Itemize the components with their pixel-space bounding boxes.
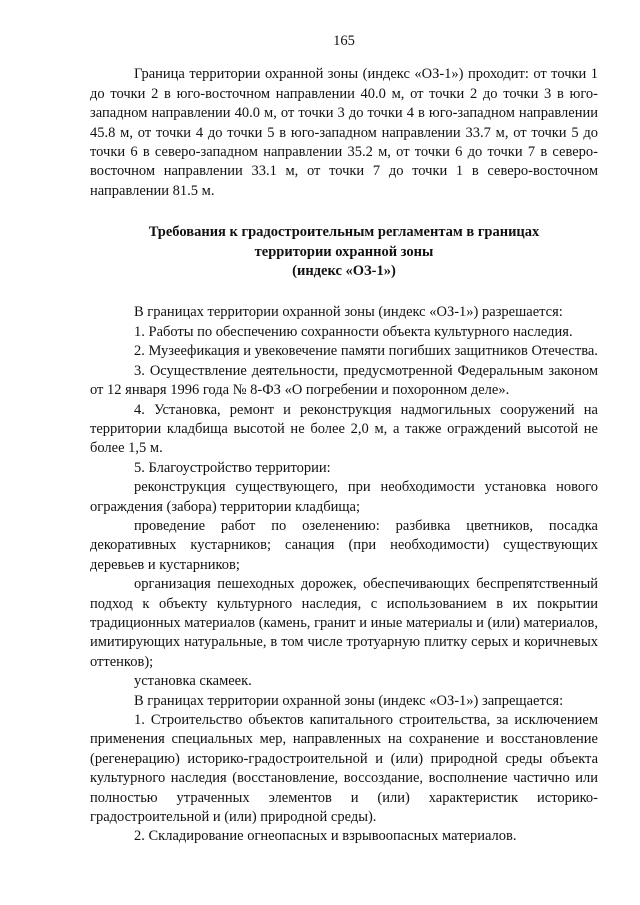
allowed-subitem-paths: организация пешеходных дорожек, обеспечивающих беспрепятственный подход к объекту культурного наследия, с использованием в их покрытии традиционных материалов (камень, гранит и иные материалы и (или) материалов, имитирующих натуральные, в том числе тротуарную плитку серых и коричневых оттенков); [90, 576, 598, 670]
allowed-intro: В границах территории охранной зоны (индекс «ОЗ-1») разрешается: [134, 304, 563, 321]
forbidden-item-1: 1. Строительство объектов капитального строительства, за исключением применения специальных мер, направленных на сохранение и восстановление (регенерацию) историко-градостроительной и (или) природной среды объекта культурного наследия (восстановление, воссоздание, восполнение частично или полностью утраченных элементов и (или) характеристик историко-градостроительной и (или) природной среды). [90, 712, 598, 826]
section-heading [90, 223, 598, 281]
allowed-item-1: 1. Работы по обеспечению сохранности объекта культурного наследия. [134, 323, 573, 340]
heading-line-1: Требования к градостроительным регламентам в границах [148, 224, 540, 241]
heading-line-2: территории охранной зоны [254, 243, 434, 260]
page-number: 165 [333, 33, 355, 49]
allowed-item-5: 5. Благоустройство территории: [134, 459, 331, 476]
boundary-description: Граница территории охранной зоны (индекс «ОЗ-1») проходит: от точки 1 до точки 2 в юго-восточном направлении 40.0 м, от точки 2 до точки 3 в юго-западном направлении 40.0 м, от точки 3 до точки 4 в юго-западном направлении 45.8 м, от точки 4 до точки 5 в юго-западном направлении 33.7 м, от точки 5 до точки 6 в северо-западном направлении 35.2 м, от точки 6 до точки 7 в северо-восточном направлении 33.1 м, от точки 7 до точки 1 в северо-восточном направлении 81.5 м. [90, 66, 598, 199]
allowed-item-4: 4. Установка, ремонт и реконструкция надмогильных сооружений на территории кладбища высотой не более 2,0 м, а также ограждений высотой не более 1,5 м. [90, 401, 598, 457]
allowed-item-3: 3. Осуществление деятельности, предусмотренной Федеральным законом от 12 января 1996 года № 8-ФЗ «О погребении и похоронном деле». [90, 362, 598, 399]
forbidden-intro: В границах территории охранной зоны (индекс «ОЗ-1») запрещается: [134, 692, 564, 709]
forbidden-item-2: 2. Складирование огнеопасных и взрывоопасных материалов. [134, 828, 517, 845]
allowed-subitem-fence: реконструкция существующего, при необходимости установка нового ограждения (забора) территории кладбища; [90, 479, 598, 515]
heading-line-3: (индекс «ОЗ-1») [292, 263, 396, 280]
allowed-subitem-benches: установка скамеек. [134, 673, 252, 690]
allowed-subitem-greening: проведение работ по озеленению: разбивка цветников, посадка декоративных кустарников; санация (при необходимости) существующих деревьев и кустарников; [90, 517, 598, 573]
allowed-item-2: 2. Музеефикация и увековечение памяти погибших защитников Отечества. [134, 343, 598, 360]
